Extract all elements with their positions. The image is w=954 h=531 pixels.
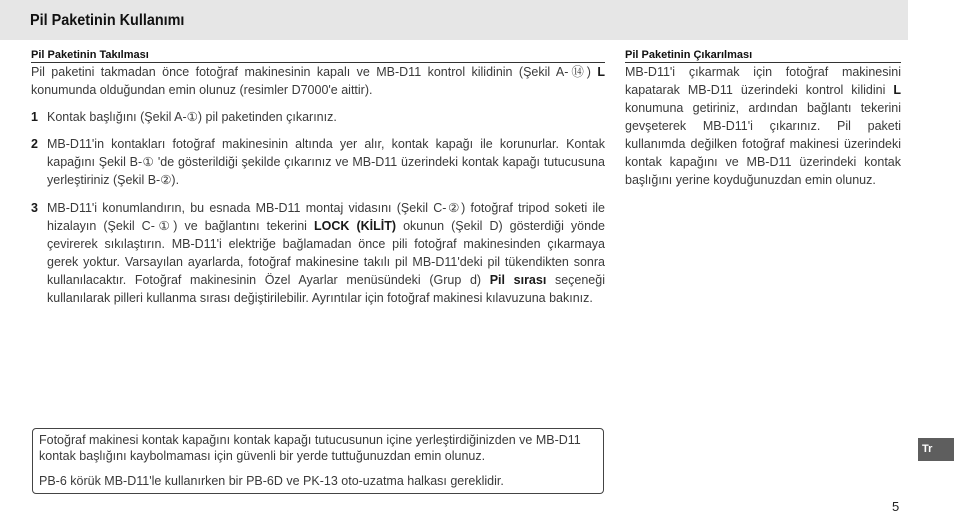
language-tab: Tr [918,438,954,461]
note-box [32,428,604,494]
removing-body [625,63,901,189]
lock-position-label: L [597,65,605,79]
battery-order-label: Pil sırası [489,273,547,287]
page-title: Pil Paketinin Kullanımı [30,12,185,29]
lock-position-label: L [893,83,901,97]
intro-text: Pil paketini takmadan önce fotoğraf makinesinin kapalı ve MB-D11 kontrol kilidinin (Şekil A-⑭) [31,65,598,79]
removing-heading: Pil Paketinin Çıkarılması [625,49,901,63]
step-number: 3 [31,201,38,215]
step-text-part: okunun (Şekil D) gösterdiği yönde çevirerek sıkılaştırın. MB-D11'i elektriğe bağlamadan önce pili fotoğraf makinesinden çıkarmaya gerek yoktur. Varsayılan ayarlarda, fotoğraf makinesine takılı pil MB-D11'deki pil tükendikten sonra kullanılacaktır. Fotoğraf makinesinin Özel Ayarlar menüsündeki (Grup d) [47,219,605,287]
removing-text: MB-D11'i çıkarmak için fotoğraf makinesini kapatarak MB-D11 üzerindeki kontrol kilidini [625,65,901,97]
attaching-heading: Pil Paketinin Takılması [31,49,605,63]
page-header [0,0,908,40]
step-1 [31,108,605,126]
step-2 [31,135,605,189]
intro-text-end: konumunda olduğundan emin olunuz (resimler D7000'e aittir). [31,83,373,97]
step-text: Kontak başlığını (Şekil A-①) pil paketinden çıkarınız. [47,110,337,124]
step-text: MB-D11'in kontakları fotoğraf makinesinin altında yer alır, kontak kapağı ile korunurlar. Kontak kapağını Şekil B-① 'de gösterildiği şekilde çıkarınız ve MB-D11 üzerindeki kontak kapağı tutucusuna yerleştiriniz (Şekil B-②). [47,137,605,187]
note-paragraph: PB-6 körük MB-D11'le kullanırken bir PB-6D ve PK-13 oto-uzatma halkası gereklidir. [39,474,504,488]
step-text [47,199,605,307]
step-text-part: seçeneği kullanılarak pilleri kullanma sırası değiştirilebilir. Ayrıntılar için fotoğraf makinesi kılavuzuna bakınız. [47,273,605,305]
step-3 [31,199,605,307]
note-paragraph: Fotoğraf makinesi kontak kapağını kontak kapağı tutucusunun içine yerleştirdiğinizden ve MB-D11 kontak başlığını kaybolmaması için güvenli bir yerde tuttuğunuzdan emin olunuz. [39,433,581,463]
attaching-section [31,49,605,307]
step-number: 1 [31,110,38,124]
removing-section [625,49,901,189]
attaching-intro [31,63,605,99]
page-number: 5 [892,499,900,514]
step-text-part: MB-D11'i konumlandırın, bu esnada MB-D11 montaj vidasını (Şekil C-②) fotoğraf tripod soketi ile hizalayın (Şekil C-①) ve bağlantını tekerini [47,201,605,233]
lock-label: LOCK (KİLİT) [314,219,397,233]
removing-text-end: konumuna getiriniz, ardından bağlantı tekerini gevşeterek MB-D11'i çıkarınız. Pil paketi kullanımda değilken fotoğraf makinesi üzerindeki kontak kapağını ve MB-D11 üzerindeki kontak başlığını yerine koyduğunuzdan emin olunuz. [625,101,901,187]
step-number: 2 [31,137,38,151]
